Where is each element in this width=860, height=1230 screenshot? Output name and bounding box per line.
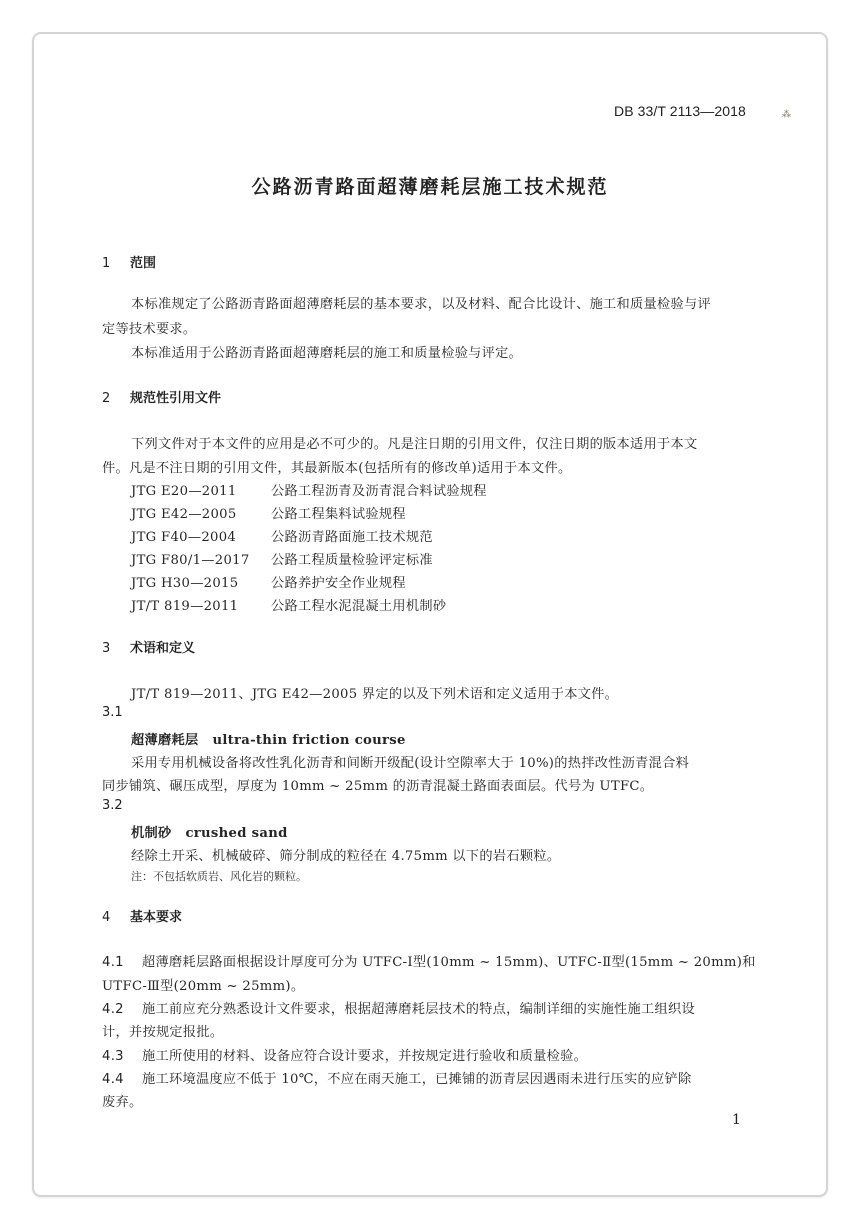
paragraph-line: JT/T 819—2011、JTG E42—2005 界定的以及下列术语和定义适用于本文件。	[131, 687, 619, 702]
term-chinese: 机制砂	[131, 826, 172, 841]
reference-title: 公路养护安全作业规程	[271, 576, 406, 591]
section-1-heading	[102, 252, 156, 271]
term-chinese: 超薄磨耗层	[131, 733, 199, 748]
clause-continuation: 废弃。	[102, 1095, 143, 1110]
clause-continuation: UTFC-Ⅲ型(20mm ~ 25mm)。	[102, 979, 305, 994]
clause-continuation: 计，并按规定报批。	[102, 1025, 224, 1040]
clause-number: 4.3	[102, 1049, 124, 1064]
definition-line: 经除土开采、机械破碎、筛分制成的粒径在 4.75mm 以下的岩石颗粒。	[131, 849, 561, 864]
standard-code: DB 33/T 2113—2018	[614, 103, 746, 119]
term-number: 3.2	[102, 798, 123, 813]
reference-item	[131, 595, 446, 614]
section-title: 范围	[130, 256, 157, 271]
page-number: 1	[732, 1112, 741, 1128]
reference-item	[131, 503, 406, 522]
section-number: 4	[102, 910, 111, 925]
reference-code: JTG F80/1—2017	[131, 553, 250, 568]
section-2-heading	[102, 387, 221, 406]
section-title: 术语和定义	[130, 641, 196, 656]
term-english: crushed sand	[185, 826, 288, 841]
reference-title: 公路工程质量检验评定标准	[271, 553, 433, 568]
paragraph-line: 本标准规定了公路沥青路面超薄磨耗层的基本要求，以及材料、配合比设计、施工和质量检验与评	[131, 297, 711, 312]
document-title: 公路沥青路面超薄磨耗层施工技术规范	[251, 176, 609, 198]
clause-number: 4.2	[102, 1002, 124, 1017]
scan-speck-mark: ⁂	[782, 110, 791, 120]
clause-text: 施工所使用的材料、设备应符合设计要求，并按规定进行验收和质量检验。	[142, 1049, 588, 1064]
reference-title: 公路沥青路面施工技术规范	[271, 530, 433, 545]
clause-text: 施工环境温度应不低于 10℃，不应在雨天施工，已摊铺的沥青层因遇雨未进行压实的应铲除	[142, 1072, 692, 1087]
section-title: 规范性引用文件	[130, 391, 222, 406]
clause-text: 超薄磨耗层路面根据设计厚度可分为 UTFC-Ⅰ型(10mm ~ 15mm)、UTFC-Ⅱ型(15mm ~ 20mm)和	[142, 955, 756, 970]
reference-item	[131, 572, 406, 591]
paragraph-line: 件。凡是不注日期的引用文件，其最新版本(包括所有的修改单)适用于本文件。	[102, 461, 572, 476]
reference-code: JTG E42—2005	[131, 507, 237, 522]
reference-title: 公路工程水泥混凝土用机制砂	[271, 599, 447, 614]
reference-code: JTG E20—2011	[131, 484, 237, 499]
clause	[102, 951, 756, 970]
definition-line: 同步铺筑、碾压成型，厚度为 10mm ~ 25mm 的沥青混凝土路面表面层。代号为 UTFC。	[102, 779, 654, 794]
term-number: 3.1	[102, 705, 123, 720]
definition-line: 采用专用机械设备将改性乳化沥青和间断开级配(设计空隙率大于 10%)的热拌改性沥青混合料	[131, 756, 690, 771]
term-english: ultra-thin friction course	[212, 733, 406, 748]
clause-number: 4.4	[102, 1072, 124, 1087]
section-number: 3	[102, 641, 111, 656]
section-number: 2	[102, 391, 111, 406]
clause-number: 4.1	[102, 955, 124, 970]
term-heading	[131, 729, 406, 748]
section-title: 基本要求	[130, 910, 183, 925]
reference-item	[131, 526, 433, 545]
clause	[102, 998, 695, 1017]
section-4-heading	[102, 906, 182, 925]
reference-code: JTG H30—2015	[131, 576, 239, 591]
reference-item	[131, 480, 487, 499]
paragraph-line: 定等技术要求。	[102, 322, 197, 337]
clause	[102, 1045, 587, 1064]
reference-code: JT/T 819—2011	[131, 599, 239, 614]
reference-title: 公路工程沥青及沥青混合料试验规程	[271, 484, 487, 499]
section-3-heading	[102, 637, 195, 656]
reference-title: 公路工程集料试验规程	[271, 507, 406, 522]
term-note: 注：不包括软质岩、风化岩的颗粒。	[131, 870, 307, 883]
term-heading	[131, 822, 288, 841]
paragraph-line: 下列文件对于本文件的应用是必不可少的。凡是注日期的引用文件，仅注日期的版本适用于本文	[131, 437, 698, 452]
section-number: 1	[102, 256, 111, 271]
reference-item	[131, 549, 433, 568]
clause-text: 施工前应充分熟悉设计文件要求，根据超薄磨耗层技术的特点，编制详细的实施性施工组织设	[142, 1002, 695, 1017]
reference-code: JTG F40—2004	[131, 530, 237, 545]
clause	[102, 1068, 691, 1087]
paragraph-line: 本标准适用于公路沥青路面超薄磨耗层的施工和质量检验与评定。	[131, 346, 523, 361]
